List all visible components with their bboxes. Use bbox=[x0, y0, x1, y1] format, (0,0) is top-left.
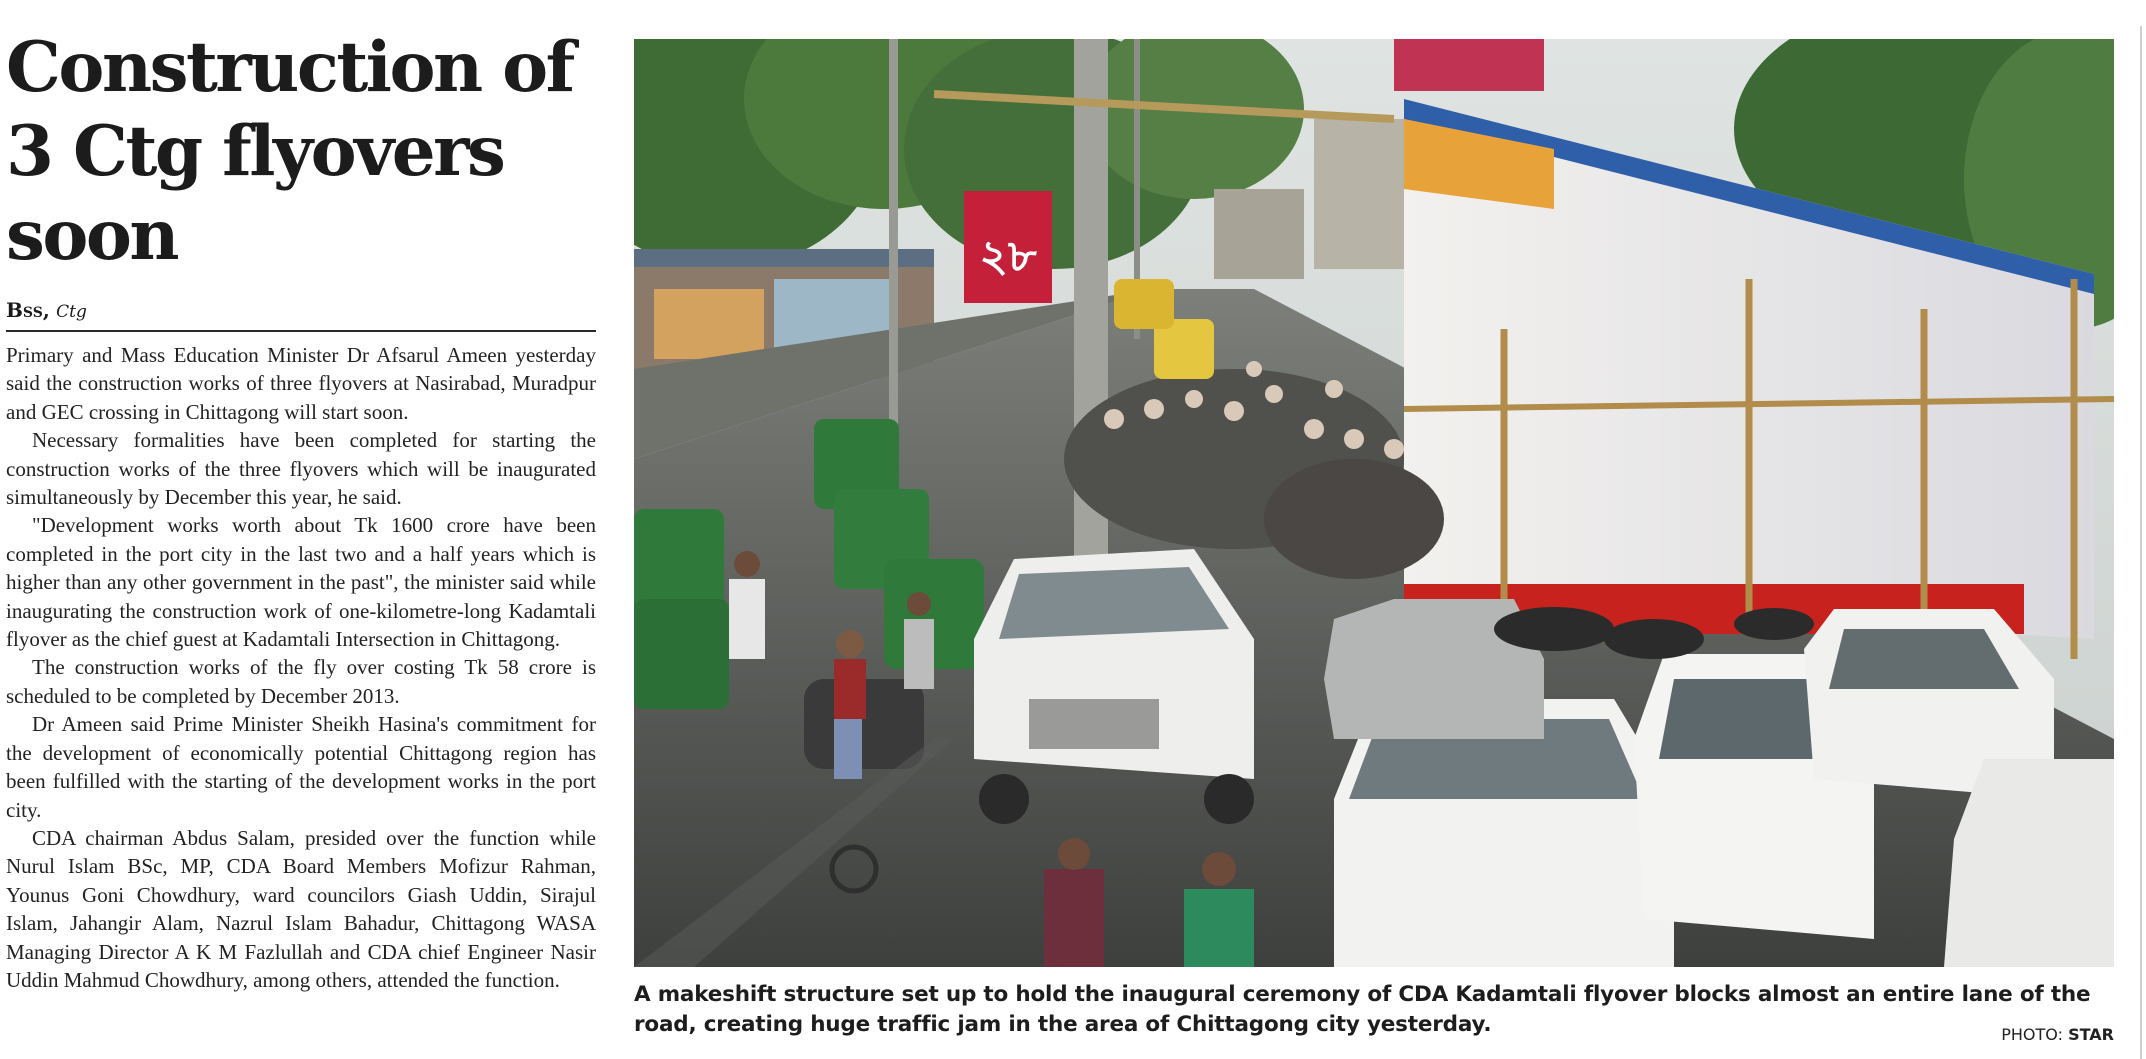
article-paragraph-6: CDA chairman Abdus Salam, presided over the function while Nurul Islam BSc, MP, CDA Board Members Mofizur Rahman, Younus Goni Chowdhury, ward councilors Giash Uddin, Sirajul Islam, Jahangir Alam, Nazrul Islam Bahadur, Chittagong WASA Managing Director A K M Fazlullah and CDA chief Engineer Nasir Uddin Mahmud Chowdhury, among others, attended the function. bbox=[6, 825, 596, 992]
article-body bbox=[6, 341, 596, 994]
news-photo bbox=[634, 39, 2114, 967]
article-paragraph-5: Dr Ameen said Prime Minister Sheikh Hasina's commitment for the development of economically potential Chittagong region has been fulfilled with the starting of the development works in the port city. bbox=[6, 712, 596, 822]
column-divider bbox=[2140, 26, 2142, 1059]
byline-agency: Bss, bbox=[6, 298, 50, 322]
byline bbox=[6, 298, 596, 332]
photo-credit-source: STAR bbox=[2068, 1025, 2114, 1044]
article-paragraph-4: The construction works of the fly over costing Tk 58 crore is scheduled to be completed by December 2013. bbox=[6, 655, 596, 708]
article-paragraph-2: Necessary formalities have been completed for starting the construction works of the three flyovers which will be inaugurated simultaneously by December this year, he said. bbox=[6, 428, 596, 510]
photo-credit bbox=[2001, 1025, 2114, 1044]
photo-credit-label: PHOTO: bbox=[2001, 1025, 2063, 1044]
article-paragraph-1: Primary and Mass Education Minister Dr Afsarul Ameen yesterday said the construction works of three flyovers at Nasirabad, Muradpur and GEC crossing in Chittagong will start soon. bbox=[6, 343, 596, 424]
sign-text: ২৮ bbox=[979, 231, 1037, 282]
photo-illustration bbox=[634, 39, 2114, 967]
parked-cars bbox=[1324, 599, 2114, 967]
photo-caption: A makeshift structure set up to hold the inaugural ceremony of CDA Kadamtali flyover blocks almost an entire lane of the road, creating huge traffic jam in the area of Chittagong city yesterday. bbox=[634, 982, 2091, 1037]
article bbox=[6, 26, 596, 994]
byline-place: Ctg bbox=[56, 302, 87, 322]
article-paragraph-3: "Development works worth about Tk 1600 crore have been completed in the port city in the last two and a half years which is higher than any other government in the past", the minister said while inaugurating the construction work of one-kilometre-long Kadamtali flyover as the chief guest at Kadamtali Intersection in Chittagong. bbox=[6, 513, 596, 652]
headline: Construction of 3 Ctg flyovers soon bbox=[6, 27, 573, 276]
